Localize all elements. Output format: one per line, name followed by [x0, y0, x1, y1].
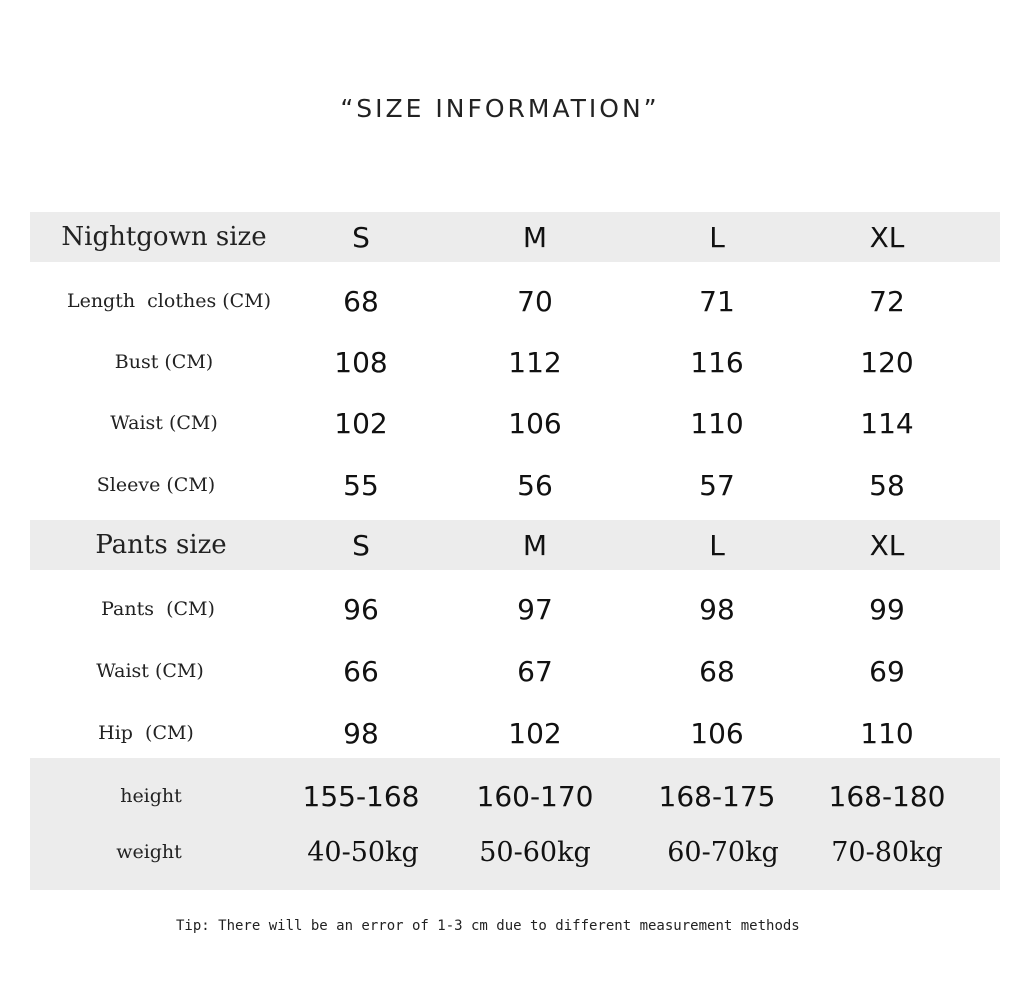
table-cell: 40-50kg	[307, 836, 419, 868]
table-cell: 160-170	[476, 779, 594, 813]
table-cell: 55	[343, 468, 379, 502]
height-label: height	[120, 785, 182, 807]
size-l: L	[709, 528, 725, 562]
table-cell: 110	[860, 716, 914, 750]
table-cell: 68	[343, 284, 379, 318]
table-cell: 97	[517, 592, 553, 626]
measurement-tip: Tip: There will be an error of 1-3 cm due to different measurement methods	[176, 918, 800, 934]
pants-header-row	[30, 520, 1000, 570]
size-m: M	[522, 220, 548, 254]
table-cell: 57	[699, 468, 735, 502]
table-cell: 58	[869, 468, 905, 502]
table-cell: 60-70kg	[667, 836, 779, 868]
table-cell: 71	[699, 284, 735, 318]
nightgown-header-row	[30, 212, 1000, 262]
row-label: Sleeve (CM)	[96, 474, 216, 496]
table-cell: 69	[869, 654, 905, 688]
table-cell: 106	[508, 406, 562, 440]
size-xl: XL	[869, 528, 905, 562]
size-s: S	[352, 220, 370, 254]
table-row	[30, 708, 1000, 758]
table-cell: 98	[699, 592, 735, 626]
table-cell: 96	[343, 592, 379, 626]
table-row	[30, 398, 1000, 448]
size-l: L	[709, 220, 725, 254]
table-cell: 66	[343, 654, 379, 688]
size-m: M	[522, 528, 548, 562]
table-row	[30, 584, 1000, 634]
size-xl: XL	[869, 220, 905, 254]
table-cell: 56	[517, 468, 553, 502]
page-title: “SIZE INFORMATION”	[340, 94, 660, 123]
table-row	[30, 827, 1000, 877]
row-label: Waist (CM)	[110, 412, 218, 434]
table-cell: 168-175	[658, 779, 776, 813]
table-cell: 112	[508, 345, 562, 379]
table-cell: 110	[690, 406, 744, 440]
table-cell: 120	[860, 345, 914, 379]
table-cell: 68	[699, 654, 735, 688]
table-cell: 168-180	[828, 779, 946, 813]
table-row	[30, 646, 1000, 696]
table-cell: 67	[517, 654, 553, 688]
table-cell: 116	[690, 345, 744, 379]
table-cell: 106	[690, 716, 744, 750]
table-row	[30, 276, 1000, 326]
nightgown-size-label: Nightgown size	[61, 222, 267, 252]
table-cell: 99	[869, 592, 905, 626]
table-row	[30, 337, 1000, 387]
table-cell: 114	[860, 406, 914, 440]
table-row	[30, 460, 1000, 510]
table-row	[30, 771, 1000, 821]
row-label: Length clothes (CM)	[66, 290, 272, 312]
table-cell: 70-80kg	[831, 836, 943, 868]
pants-size-label: Pants size	[95, 530, 227, 560]
row-label: Pants (CM)	[101, 598, 215, 620]
table-cell: 70	[517, 284, 553, 318]
row-label: Waist (CM)	[96, 660, 204, 682]
table-cell: 102	[508, 716, 562, 750]
table-cell: 98	[343, 716, 379, 750]
row-label: Bust (CM)	[114, 351, 214, 373]
table-cell: 102	[334, 406, 388, 440]
weight-label: weight	[116, 841, 182, 863]
table-cell: 155-168	[302, 779, 420, 813]
table-cell: 50-60kg	[479, 836, 591, 868]
table-cell: 72	[869, 284, 905, 318]
row-label: Hip (CM)	[98, 722, 194, 744]
size-s: S	[352, 528, 370, 562]
table-cell: 108	[334, 345, 388, 379]
